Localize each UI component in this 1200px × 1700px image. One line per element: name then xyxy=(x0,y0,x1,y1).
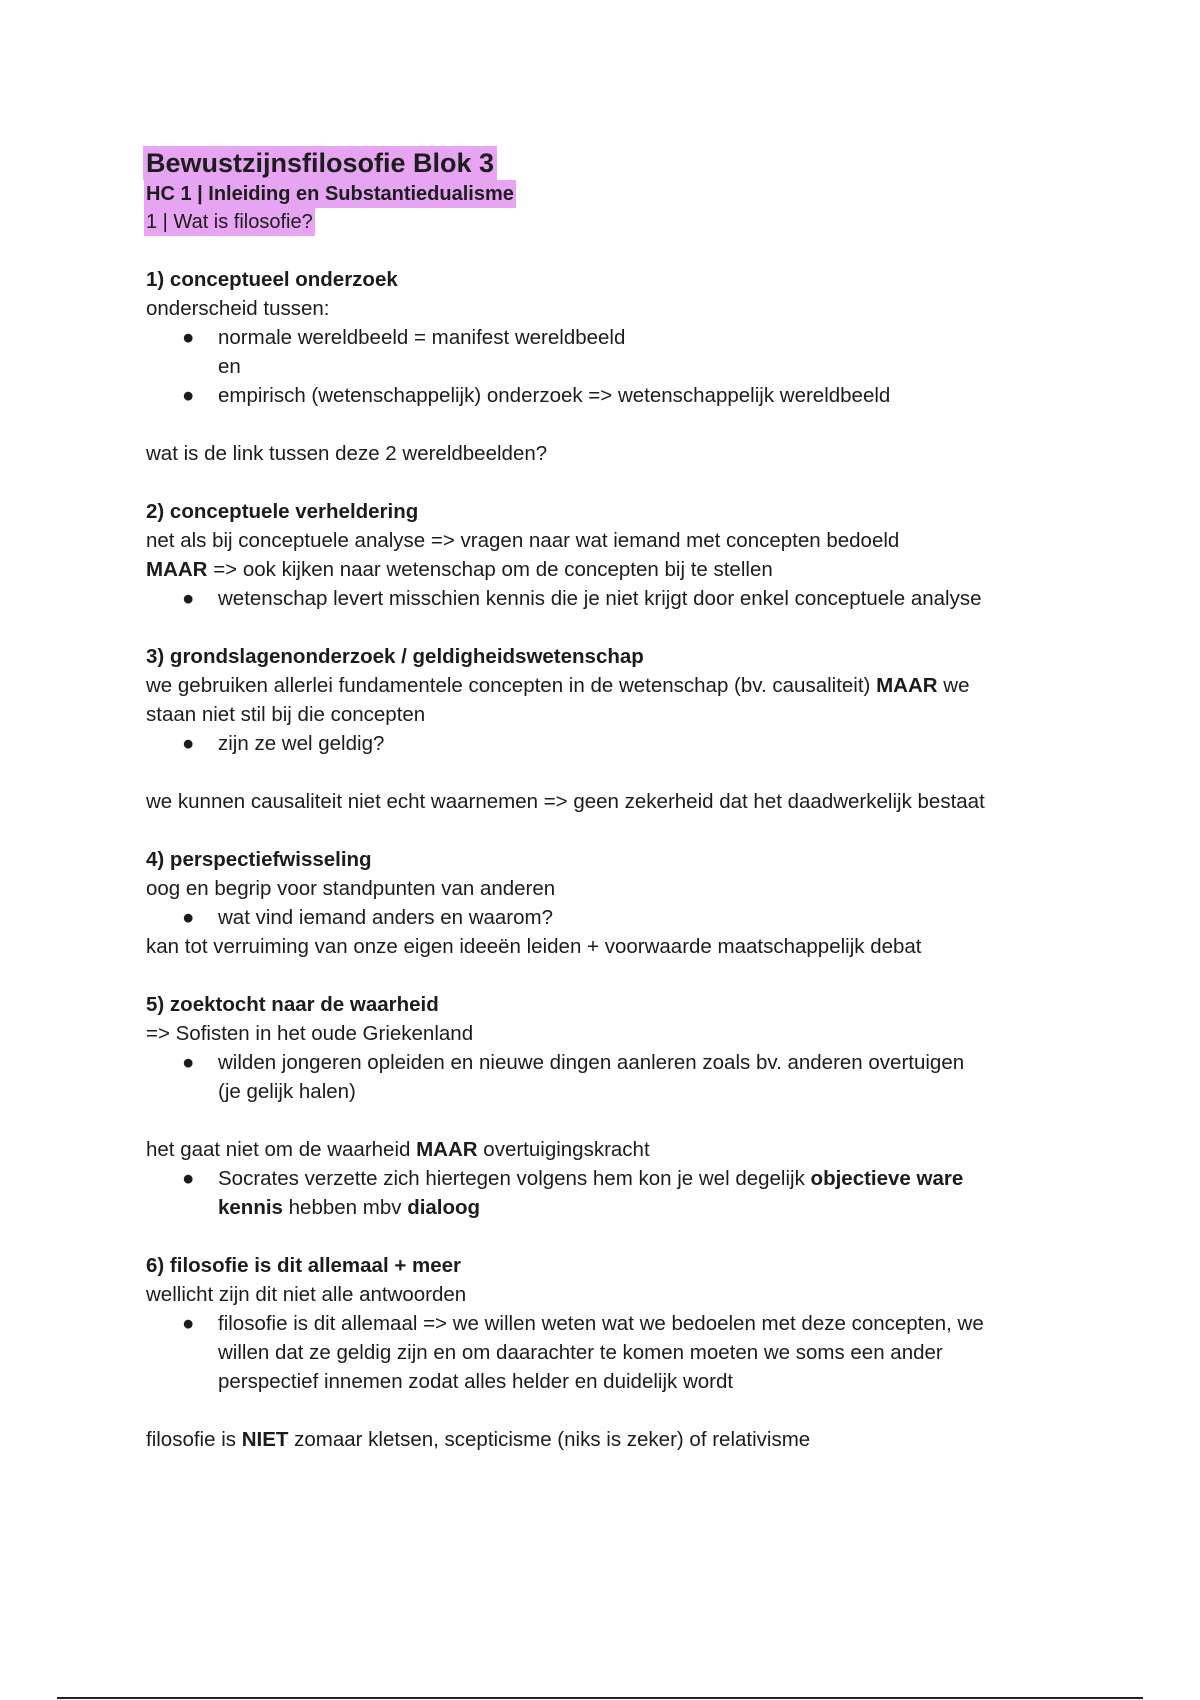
paragraph: wellicht zijn dit niet alle antwoorden xyxy=(146,1283,467,1306)
paragraph: oog en begrip voor standpunten van anderen xyxy=(146,877,556,900)
paragraph: => Sofisten in het oude Griekenland xyxy=(146,1022,474,1045)
list-item: ● normale wereldbeeld = manifest wereldbeeld xyxy=(146,323,1076,352)
paragraph: onderscheid tussen: xyxy=(146,297,330,320)
section-subtitle: 1 | Wat is filosofie? xyxy=(144,208,315,236)
bullet-icon: ● xyxy=(182,1312,195,1335)
section-3-heading: 3) grondslagenonderzoek / geldigheidswetenschap xyxy=(146,645,644,668)
list-item-continuation: (je gelijk halen) xyxy=(218,1080,356,1103)
bullet-icon: ● xyxy=(182,587,195,610)
paragraph: we kunnen causaliteit niet echt waarnemen => geen zekerheid dat het daadwerkelijk bestaat xyxy=(146,790,985,813)
list-item: ● wetenschap levert misschien kennis die je niet krijgt door enkel conceptuele analyse xyxy=(146,584,1076,613)
list-item: ● wat vind iemand anders en waarom? xyxy=(146,903,1076,932)
section-5-heading: 5) zoektocht naar de waarheid xyxy=(146,993,439,1016)
lecture-heading: HC 1 | Inleiding en Substantiedualisme xyxy=(144,180,516,208)
list-item-continuation: kennis hebben mbv dialoog xyxy=(218,1196,481,1219)
document-title: Bewustzijnsfilosofie Blok 3 xyxy=(143,146,497,180)
paragraph: net als bij conceptuele analyse => vragen naar wat iemand met concepten bedoeld xyxy=(146,529,900,552)
list-item: ● wilden jongeren opleiden en nieuwe dingen aanleren zoals bv. anderen overtuigen xyxy=(146,1048,1076,1077)
paragraph: filosofie is NIET zomaar kletsen, scepticisme (niks is zeker) of relativisme xyxy=(146,1428,811,1451)
bullet-icon: ● xyxy=(182,732,195,755)
list-item-continuation: en xyxy=(218,355,241,378)
paragraph: kan tot verruiming van onze eigen ideeën leiden + voorwaarde maatschappelijk debat xyxy=(146,935,922,958)
list-item: ● filosofie is dit allemaal => we willen weten wat we bedoelen met deze concepten, we xyxy=(146,1309,1076,1338)
section-6-heading: 6) filosofie is dit allemaal + meer xyxy=(146,1254,462,1277)
list-item-continuation: willen dat ze geldig zijn en om daarachter te komen moeten we soms een ander xyxy=(218,1341,943,1364)
bullet-icon: ● xyxy=(182,1051,195,1074)
list-item: ● Socrates verzette zich hiertegen volgens hem kon je wel degelijk objectieve ware xyxy=(146,1164,1076,1193)
document-page xyxy=(146,146,1076,1454)
paragraph: MAAR => ook kijken naar wetenschap om de concepten bij te stellen xyxy=(146,558,773,581)
paragraph: het gaat niet om de waarheid MAAR overtuigingskracht xyxy=(146,1138,650,1161)
list-item-continuation: perspectief innemen zodat alles helder en duidelijk wordt xyxy=(218,1370,734,1393)
paragraph: wat is de link tussen deze 2 wereldbeelden? xyxy=(146,442,548,465)
list-item: ● empirisch (wetenschappelijk) onderzoek => wetenschappelijk wereldbeeld xyxy=(146,381,1076,410)
bullet-icon: ● xyxy=(182,1167,195,1190)
paragraph: we gebruiken allerlei fundamentele concepten in de wetenschap (bv. causaliteit) MAAR we xyxy=(146,674,970,697)
bullet-icon: ● xyxy=(182,326,195,349)
bullet-icon: ● xyxy=(182,384,195,407)
page-bottom-divider xyxy=(57,1697,1143,1699)
section-2-heading: 2) conceptuele verheldering xyxy=(146,500,419,523)
paragraph: staan niet stil bij die concepten xyxy=(146,703,426,726)
section-1-heading: 1) conceptueel onderzoek xyxy=(146,268,398,291)
section-4-heading: 4) perspectiefwisseling xyxy=(146,848,372,871)
bullet-icon: ● xyxy=(182,906,195,929)
list-item: ● zijn ze wel geldig? xyxy=(146,729,1076,758)
